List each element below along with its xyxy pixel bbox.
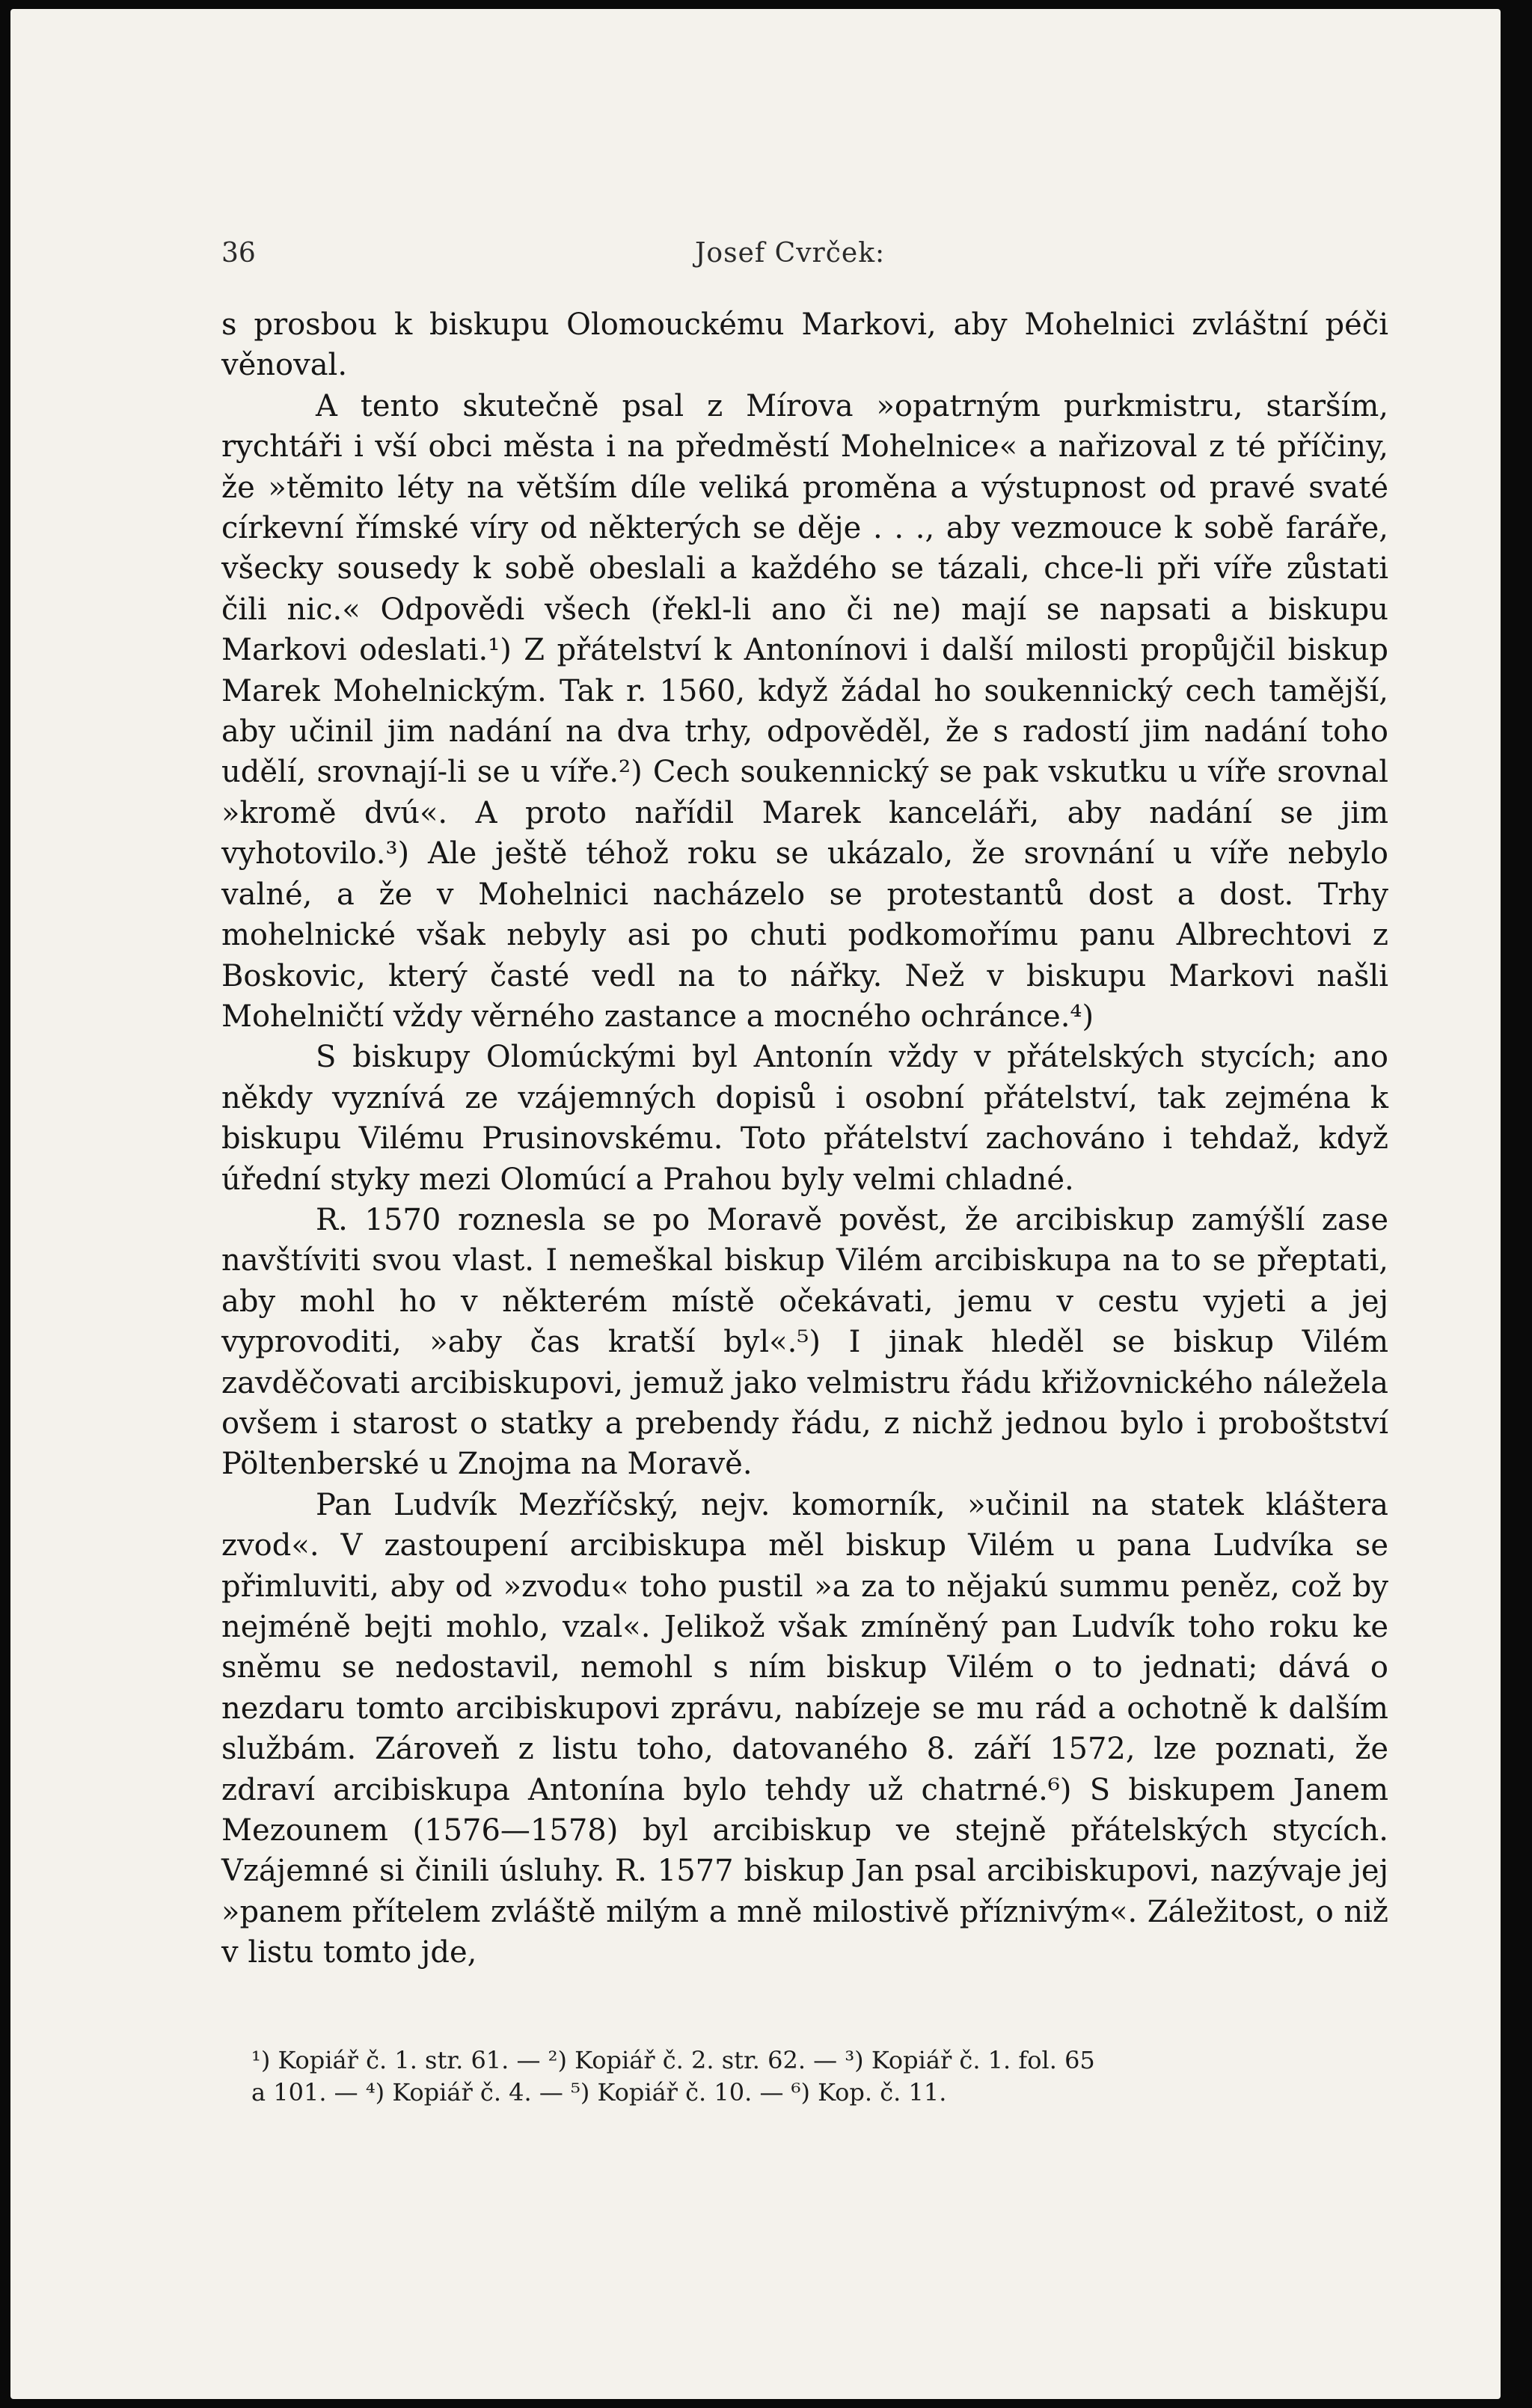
paragraph-2: A tento skutečně psal z Mírova »opatrným purkmistru, starším, rychtáři i vší obci města i na předměstí Mohelnice« a nařizoval z té příčiny, že »těmito léty na větším díle veliká proměna a výstupnost od pravé svaté církevní římské víry od některých se děje . . ., aby vezmouce k sobě faráře, všecky sousedy k sobě obeslali a každého se tázali, chce-li při víře zůstati čili nic.« Odpovědi všech (řekl-li ano či ne) mají se napsati a biskupu Markovi odeslati.¹) Z přátelství k Antonínovi i další milosti propůjčil biskup Marek Mohelnickým. Tak r. 1560, když žádal ho soukennický cech tamější, aby učinil jim nadání na dva trhy, odpověděl, že s radostí jim nadání toho udělí, srovnají-li se u víře.²) Cech soukennický se pak vskutku u víře srovnal »kromě dvú«. A proto nařídil Marek kanceláři, aby nadání se jim vyhotovilo.³) Ale ještě téhož roku se ukázalo, že srovnání u víře nebylo valné, a že v Mohelnici nacházelo se protestantů dost a dost. Trhy mohelnické však nebyly asi po chuti podkomořímu panu Albrechtovi z Boskovic, který časté vedl na to nářky. Než v biskupu Markovi našli Mohelničtí vždy věrného zastance a mocného ochránce.⁴) [221, 388, 1388, 1034]
paragraph-4: R. 1570 roznesla se po Moravě pověst, že arcibiskup zamýšlí zase navštíviti svou vlast. I nemeškal biskup Vilém arcibiskupa na to se přeptati, aby mohl ho v některém místě očekávati, jemu v cestu vyjeti a jej vyprovoditi, »aby čas kratší byl«.⁵) I jinak hleděl se biskup Vilém zavděčovati arcibiskupovi, jemuž jako velmistru řádu křižovnického náležela ovšem i starost o statky a prebendy řádu, z nichž jednou bylo i proboštství Pöltenberské u Znojma na Moravě. [221, 1202, 1388, 1482]
paragraph-1: s prosbou k biskupu Olomouckému Markovi, aby Mohelnici zvláštní péči věnoval. [221, 307, 1388, 383]
footnotes [251, 2044, 1388, 2109]
body-text [221, 304, 1388, 1973]
book-page [10, 9, 1501, 2399]
footnote-line-1: ¹) Kopiář č. 1. str. 61. — ²) Kopiář č. 2. str. 62. — ³) Kopiář č. 1. fol. 65 [251, 2046, 1095, 2074]
page-header [212, 238, 1379, 275]
running-head: Josef Cvrček: [695, 238, 886, 269]
paragraph-3: S biskupy Olomúckými byl Antonín vždy v přátelských stycích; ano někdy vyznívá ze vzájemných dopisů i osobní přátelství, tak zejména k biskupu Vilému Prusinovskému. Toto přátelství zachováno i tehdaž, když úřední styky mezi Olomúcí a Prahou byly velmi chladné. [221, 1040, 1388, 1197]
page-number: 36 [221, 238, 256, 269]
paragraph-5: Pan Ludvík Mezříčský, nejv. komorník, »učinil na statek kláštera zvod«. V zastoupení arcibiskupa měl biskup Vilém u pana Ludvíka se přimluviti, aby od »zvodu« toho pustil »a za to nějakú summu peněz, což by nejméně bejti mohlo, vzal«. Jelikož však zmíněný pan Ludvík toho roku ke sněmu se nedostavil, nemohl s ním biskup Vilém o to jednati; dává o nezdaru tomto arcibiskupovi zprávu, nabízeje se mu rád a ochotně k dalším službám. Zároveň z listu toho, datovaného 8. září 1572, lze poznati, že zdraví arcibiskupa Antonína bylo tehdy už chatrné.⁶) S biskupem Janem Mezounem (1576—1578) byl arcibiskup ve stejně přátelských stycích. Vzájemné si činili úsluhy. R. 1577 biskup Jan psal arcibiskupovi, nazývaje jej »panem přítelem zvláště milým a mně milostivě příznivým«. Záležitost, o niž v listu tomto jde, [221, 1487, 1388, 1970]
footnote-line-2: a 101. — ⁴) Kopiář č. 4. — ⁵) Kopiář č. 10. — ⁶) Kop. č. 11. [251, 2078, 947, 2107]
